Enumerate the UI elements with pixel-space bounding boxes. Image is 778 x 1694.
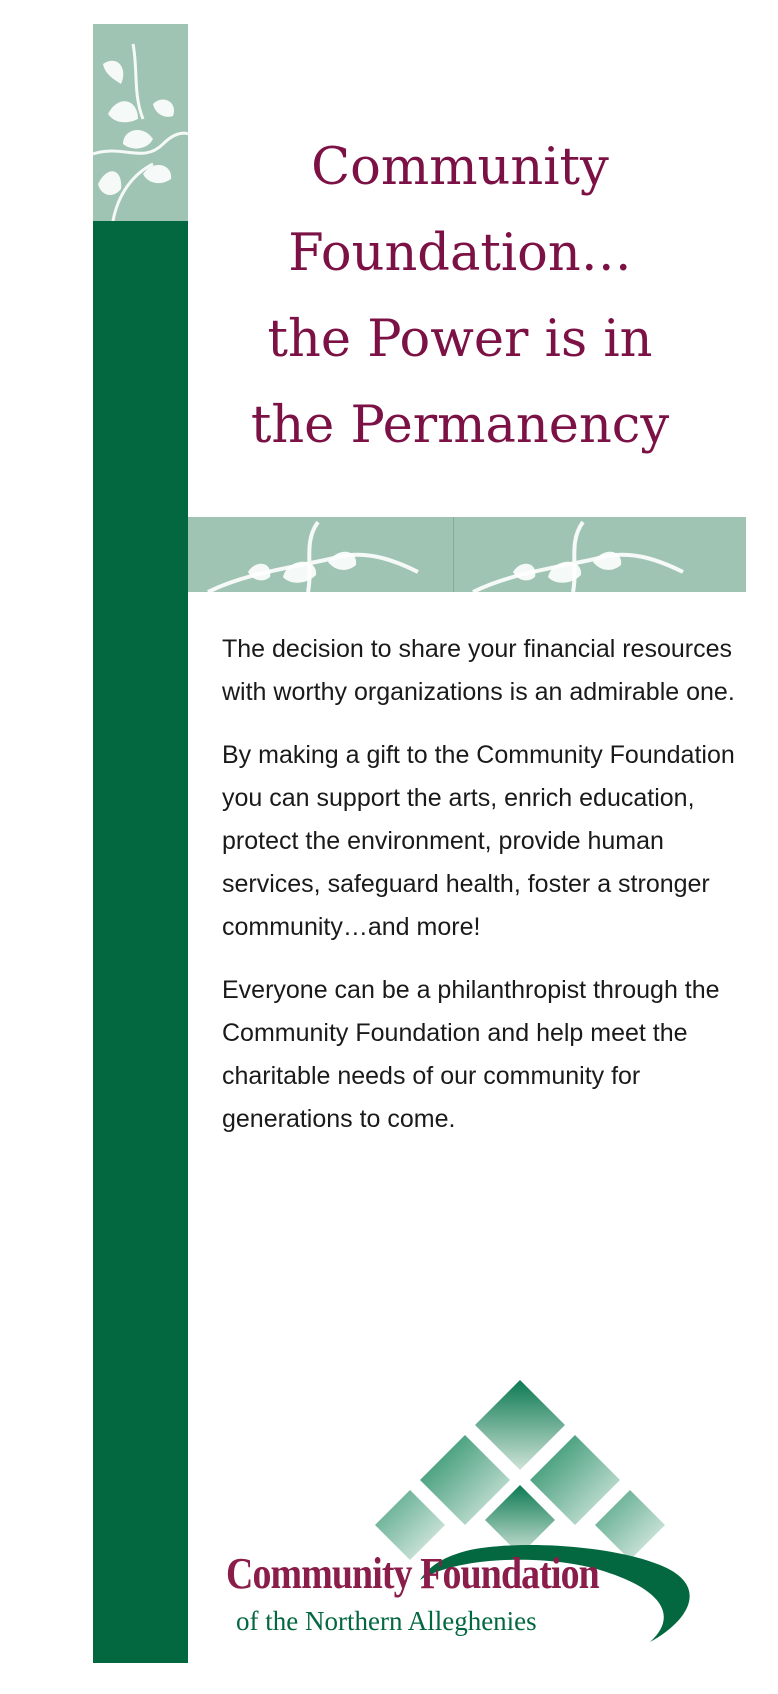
title-line: Foundation… [288,224,632,283]
title-line: the Power is in [267,310,653,369]
logo-name: Community Foundation [226,1549,599,1598]
logo-subtitle: of the Northern Alleghenies [236,1606,537,1636]
paragraph: By making a gift to the Community Foundation you can support the arts, enrich education, protect the environment, provide human services, safeguard health, foster a stronger community…and more! [222,741,735,941]
floral-ornament-icon [188,517,746,592]
paragraph: The decision to share your financial resources with worthy organizations is an admirable one. [222,635,735,706]
sidebar-band-top [93,24,188,221]
sidebar-band [93,221,188,1663]
strip-divider [453,517,454,592]
page-title [200,125,720,469]
title-line: the Permanency [250,396,670,455]
paragraph: Everyone can be a philanthropist through the Community Foundation and help meet the charitable needs of our community for generations to come. [222,976,720,1133]
title-line: Community [311,138,609,197]
body-text [222,628,742,1161]
floral-ornament-icon [93,24,188,221]
ornament-strip [188,517,746,592]
